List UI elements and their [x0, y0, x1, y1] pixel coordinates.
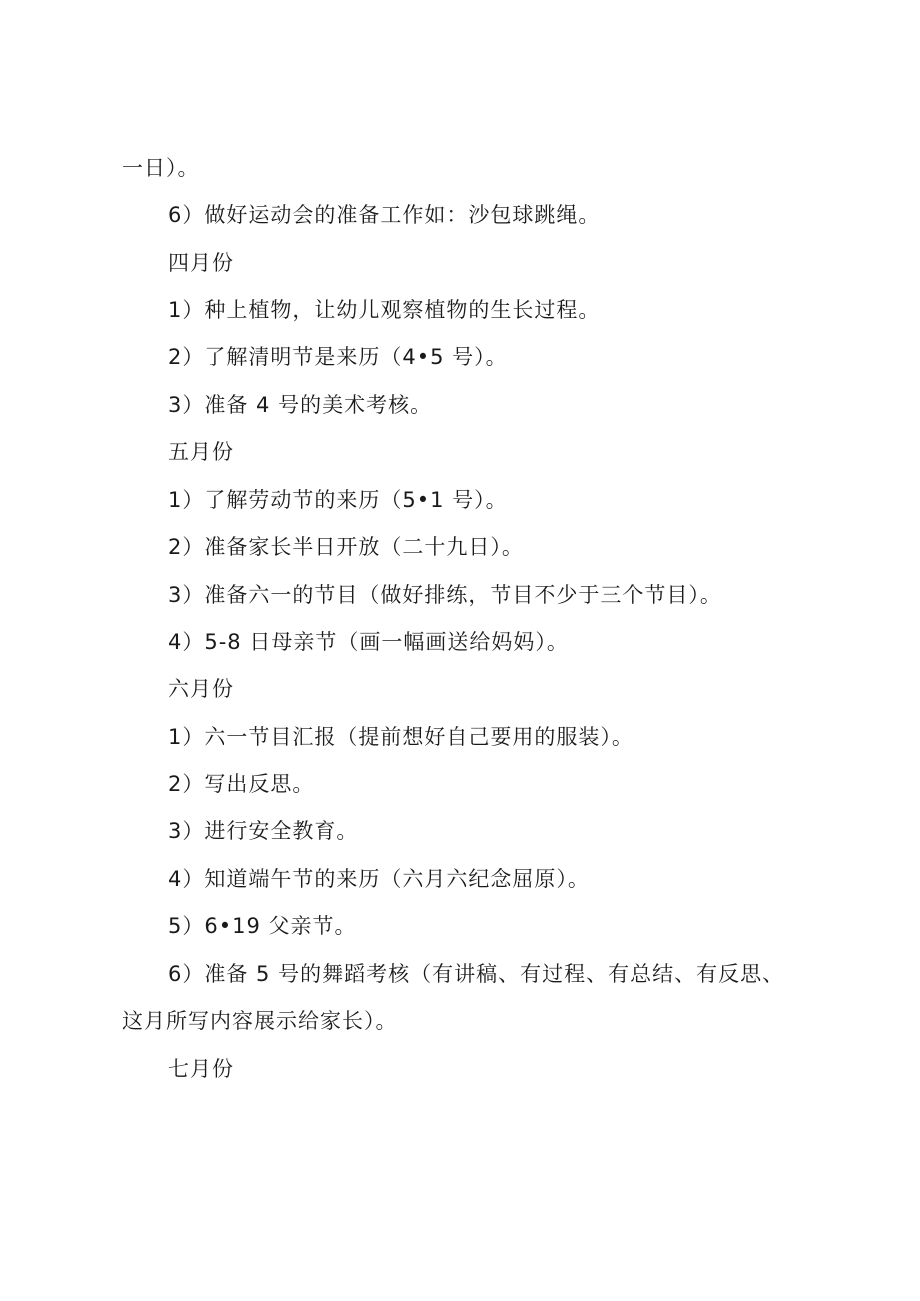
text-line: 一日）。: [122, 156, 200, 180]
section-heading-may: 五月份: [168, 440, 234, 464]
list-item: 3）准备六一的节目（做好排练，节目不少于三个节目）。: [168, 583, 722, 607]
list-item: 3）进行安全教育。: [168, 819, 359, 843]
list-item: 2）准备家长半日开放（二十九日）。: [168, 535, 524, 559]
list-item: 4）知道端午节的来历（六月六纪念屈原）。: [168, 867, 590, 891]
list-item: 2）写出反思。: [168, 772, 315, 796]
list-item: 5）6•19 父亲节。: [168, 914, 357, 938]
list-item: 3）准备 4 号的美术考核。: [168, 393, 433, 417]
list-item: 1）了解劳动节的来历（5•1 号）。: [168, 488, 508, 512]
list-item: 6）准备 5 号的舞蹈考核（有讲稿、有过程、有总结、有反思、: [168, 962, 785, 986]
list-item-continuation: 这月所写内容展示给家长）。: [122, 1009, 398, 1033]
section-heading-july: 七月份: [168, 1057, 234, 1081]
list-item: 1）种上植物，让幼儿观察植物的生长过程。: [168, 298, 601, 322]
section-heading-june: 六月份: [168, 677, 234, 701]
list-item: 2）了解清明节是来历（4•5 号）。: [168, 345, 508, 369]
list-item: 6）做好运动会的准备工作如：沙包球跳绳。: [168, 203, 601, 227]
list-item: 4）5-8 日母亲节（画一幅画送给妈妈）。: [168, 630, 569, 654]
list-item: 1）六一节目汇报（提前想好自己要用的服装）。: [168, 725, 634, 749]
section-heading-april: 四月份: [168, 251, 234, 275]
